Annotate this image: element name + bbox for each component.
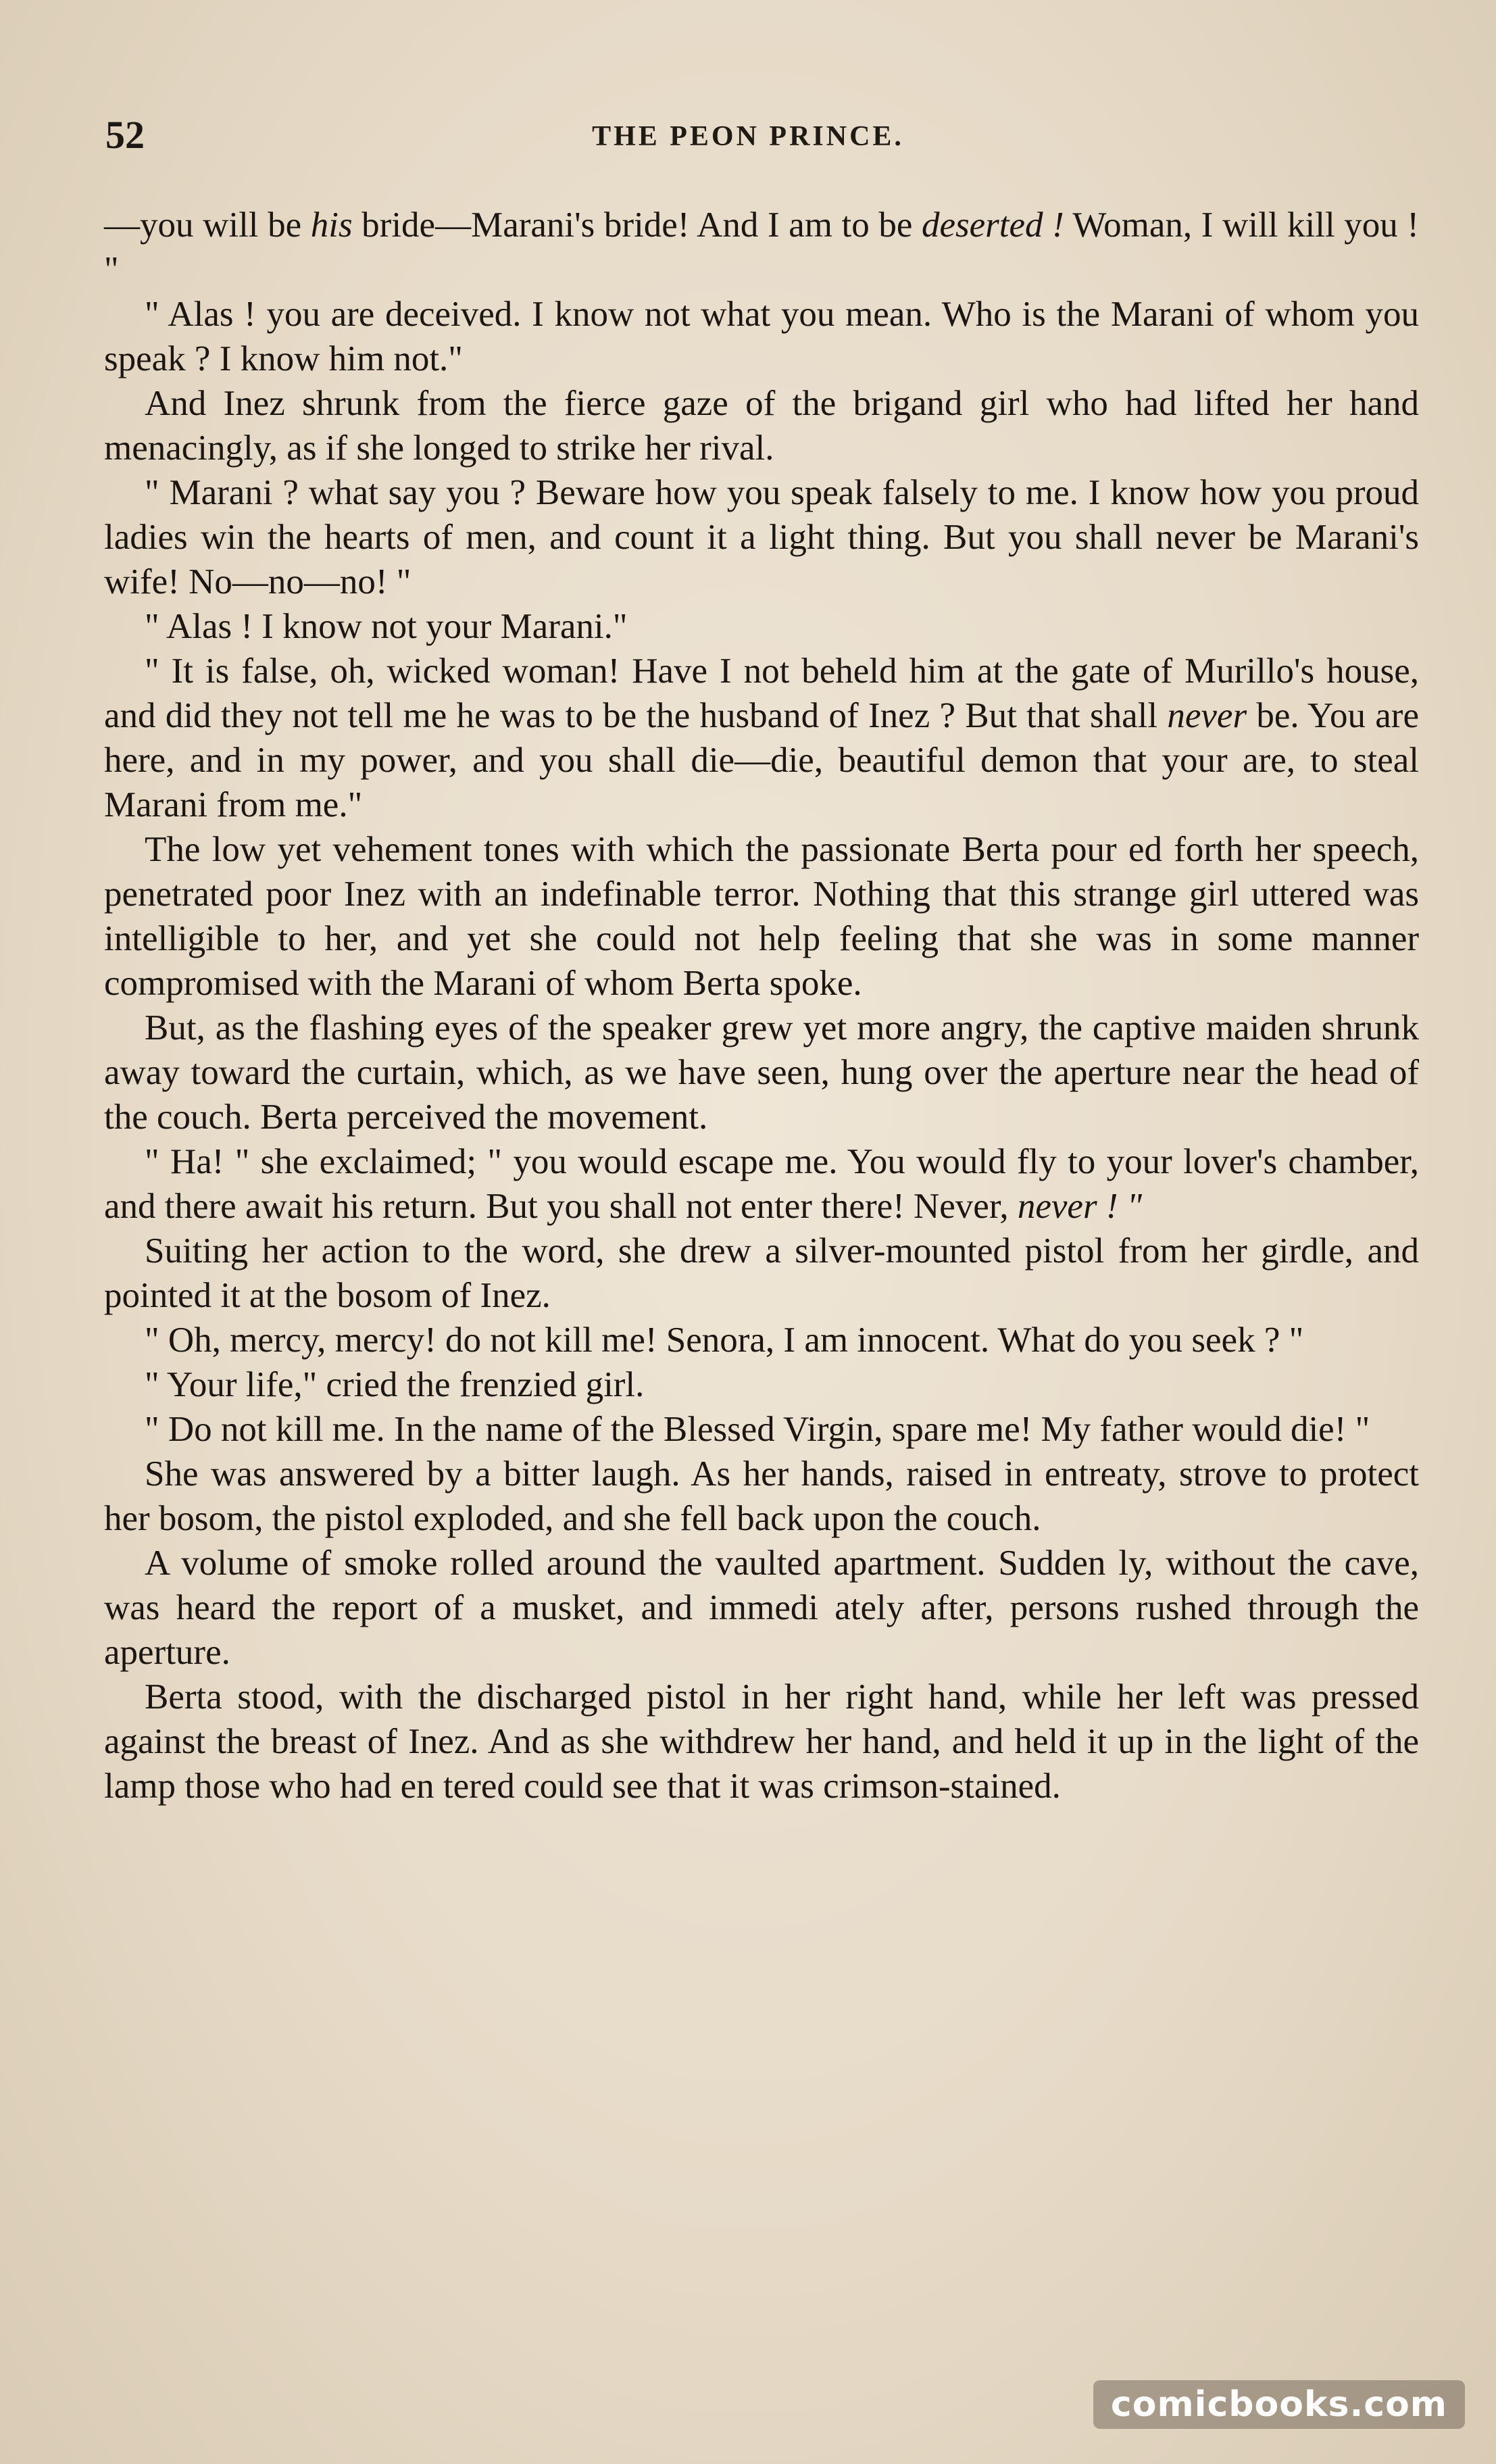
- paragraph: [104, 1407, 1419, 1452]
- text-span: " It is false, oh, wicked woman! Have I not beheld him at the gate of Murillo's house, and did they not tell me he was to be the husband of Inez ? But that shall: [104, 651, 1419, 735]
- italic-text: his: [310, 205, 353, 245]
- watermark: comicbooks.com: [1093, 2380, 1465, 2429]
- page-number: 52: [105, 113, 145, 157]
- paragraph: [104, 1675, 1419, 1808]
- text-span: " Your life," cried the frenzied girl.: [145, 1365, 645, 1404]
- text-span: bride—Marani's bride! And I am to be: [352, 205, 922, 245]
- text-span: —you will be: [104, 205, 311, 245]
- paragraph: [104, 381, 1419, 470]
- paragraph: [104, 203, 1419, 292]
- paragraph: [104, 827, 1419, 1006]
- italic-text: deserted !: [921, 205, 1064, 245]
- text-span: " Marani ? what say you ? Beware how you speak falsely to me. I know how you proud ladies win the hearts of men, and count it a light thing. But you shall never be Marani's wife! No—no—no! ": [104, 473, 1419, 601]
- paragraph: [104, 470, 1419, 604]
- text-span: The low yet vehement tones with which the passionate Berta pour ed forth her speech, penetrated poor Inez with an indefinable terror. Nothing that this strange girl uttered was intelligible to her, and yet she could not help feeling that she was in some manner compromised with the Marani of whom Berta spoke.: [104, 830, 1419, 1003]
- text-span: Berta stood, with the discharged pistol in her right hand, while her left was pressed against the breast of Inez. And as she withdrew her hand, and held it up in the light of the lamp those who had en tered could see that it was crimson-stained.: [104, 1677, 1419, 1806]
- text-span: " Oh, mercy, mercy! do not kill me! Senora, I am innocent. What do you seek ? ": [145, 1321, 1304, 1360]
- paragraph: [104, 649, 1419, 827]
- text-span: A volume of smoke rolled around the vaulted apartment. Sudden ly, without the cave, was heard the report of a musket, and immedi ately after, persons rushed through the aperture.: [104, 1544, 1419, 1672]
- paragraph: [104, 1362, 1419, 1407]
- paragraph: [104, 604, 1419, 649]
- text-span: But, as the flashing eyes of the speaker grew yet more angry, the captive maiden shrunk away toward the curtain, which, as we have seen, hung over the aperture near the head of the couch. Berta perceived the movement.: [104, 1008, 1419, 1137]
- paragraph: [104, 1318, 1419, 1362]
- italic-text: never ! ": [1017, 1187, 1142, 1226]
- paragraph: [104, 1452, 1419, 1541]
- paragraph: [104, 1541, 1419, 1675]
- paragraph: [104, 292, 1419, 381]
- body-text: [104, 203, 1419, 1808]
- running-head: THE PEON PRINCE.: [592, 121, 904, 152]
- text-span: Woman, I will kill you ! ": [104, 205, 1420, 289]
- italic-text: never: [1167, 696, 1247, 735]
- text-span: " Ha! " she exclaimed; " you would escape me. You would fly to your lover's chamber, and there await his return. But you shall not enter there! Never,: [104, 1142, 1419, 1226]
- text-span: be. You are here, and in my power, and you shall die—die, beautiful demon that your are, to steal Marani from me.": [104, 696, 1419, 824]
- paragraph: [104, 1139, 1419, 1229]
- paragraph: [104, 1006, 1419, 1139]
- text-span: She was answered by a bitter laugh. As her hands, raised in entreaty, strove to protect her bosom, the pistol exploded, and she fell back upon the couch.: [104, 1454, 1419, 1538]
- text-span: " Alas ! I know not your Marani.": [145, 607, 628, 646]
- paragraph: [104, 1229, 1419, 1318]
- text-span: And Inez shrunk from the fierce gaze of the brigand girl who had lifted her hand menacingly, as if she longed to strike her rival.: [104, 384, 1419, 468]
- text-span: " Do not kill me. In the name of the Blessed Virgin, spare me! My father would die! ": [145, 1410, 1370, 1449]
- text-span: Suiting her action to the word, she drew a silver-mounted pistol from her girdle, and pointed it at the bosom of Inez.: [104, 1231, 1419, 1315]
- text-span: " Alas ! you are deceived. I know not what you mean. Who is the Marani of whom you speak ? I know him not.": [104, 295, 1419, 378]
